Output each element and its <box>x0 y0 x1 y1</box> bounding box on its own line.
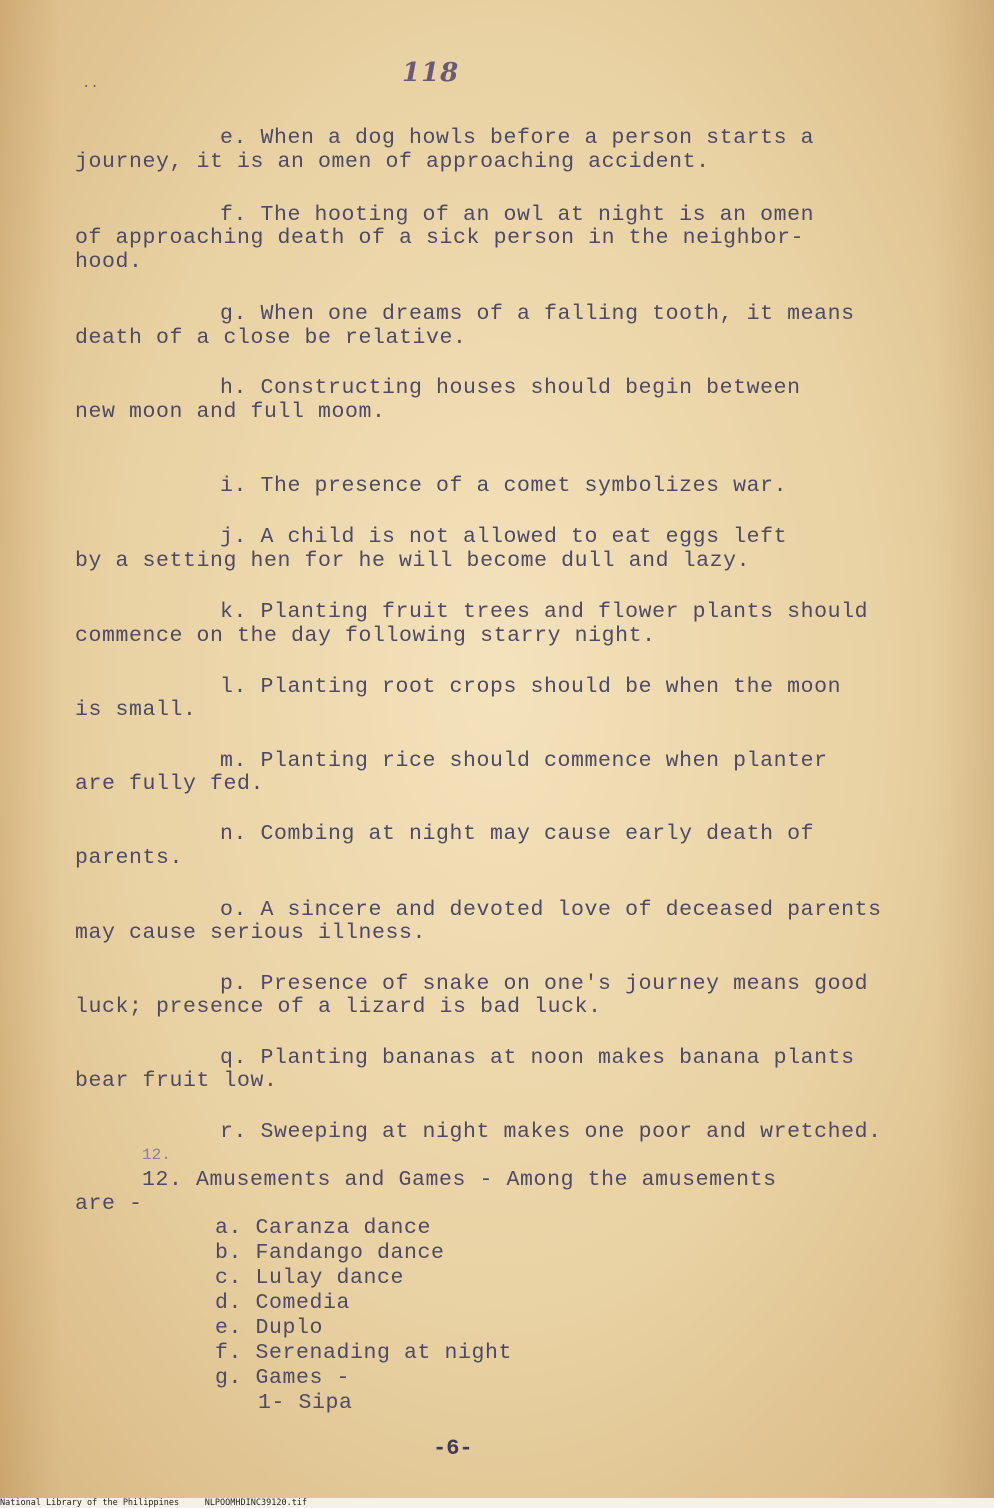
item-h-line-1: h. Constructing houses should begin between <box>220 376 801 400</box>
corner-dots: .. <box>82 76 99 92</box>
item-n-line-1: n. Combing at night may cause early death of <box>220 822 815 846</box>
handwritten-page-mark: 118 <box>402 58 460 88</box>
section-12-heading-line-1: 12. Amusements and Games - Among the amusements <box>142 1168 777 1192</box>
page-number: -6- <box>433 1436 473 1461</box>
amusement-item-c: c. Lulay dance <box>215 1266 405 1290</box>
item-q-line-1: q. Planting bananas at noon makes banana plants <box>220 1046 855 1070</box>
item-i-line-1: i. The presence of a comet symbolizes war. <box>220 474 788 498</box>
amusement-item-a: a. Caranza dance <box>215 1216 432 1240</box>
item-l-line-2: is small. <box>75 698 197 722</box>
item-h-line-2: new moon and full moom. <box>75 400 386 424</box>
scan-footer-caption: National Library of the Philippines NLPOOMHDINC39120.tif <box>0 1498 994 1508</box>
item-m-line-1: m. Planting rice should commence when planter <box>220 749 828 773</box>
item-o-line-2: may cause serious illness. <box>75 921 427 945</box>
item-g-line-2: death of a close be relative. <box>75 326 467 350</box>
item-r-line-1: r. Sweeping at night makes one poor and wretched. <box>220 1120 882 1144</box>
item-e-line-1: e. When a dog howls before a person starts a <box>220 126 815 150</box>
item-q-line-2: bear fruit low. <box>75 1069 278 1093</box>
amusement-item-f: f. Serenading at night <box>215 1341 513 1365</box>
item-n-line-2: parents. <box>75 846 184 870</box>
amusement-item-e: e. Duplo <box>215 1316 324 1340</box>
item-l-line-1: l. Planting root crops should be when the moon <box>220 675 842 699</box>
item-j-line-2: by a setting hen for he will become dull and lazy. <box>75 549 751 573</box>
item-k-line-2: commence on the day following starry night. <box>75 624 656 648</box>
item-j-line-1: j. A child is not allowed to eat eggs left <box>220 525 788 549</box>
item-e-line-2: journey, it is an omen of approaching accident. <box>75 150 710 174</box>
amusement-item-g: g. Games - <box>215 1366 351 1390</box>
item-o-line-1: o. A sincere and devoted love of deceased parents <box>220 898 882 922</box>
section-12-heading-line-2: are - <box>75 1192 143 1216</box>
games-subitem-1: 1- Sipa <box>258 1391 353 1415</box>
item-p-line-2: luck; presence of a lizard is bad luck. <box>75 995 602 1019</box>
item-k-line-1: k. Planting fruit trees and flower plants should <box>220 600 869 624</box>
item-f-line-2: of approaching death of a sick person in the neighbor- <box>75 226 805 250</box>
struck-through-number: 12. <box>142 1146 171 1164</box>
item-p-line-1: p. Presence of snake on one's journey means good <box>220 972 869 996</box>
amusement-item-d: d. Comedia <box>215 1291 351 1315</box>
amusement-item-b: b. Fandango dance <box>215 1241 445 1265</box>
item-g-line-1: g. When one dreams of a falling tooth, it means <box>220 302 855 326</box>
item-m-line-2: are fully fed. <box>75 772 265 796</box>
item-f-line-3: hood. <box>75 250 143 274</box>
item-f-line-1: f. The hooting of an owl at night is an omen <box>220 203 815 227</box>
